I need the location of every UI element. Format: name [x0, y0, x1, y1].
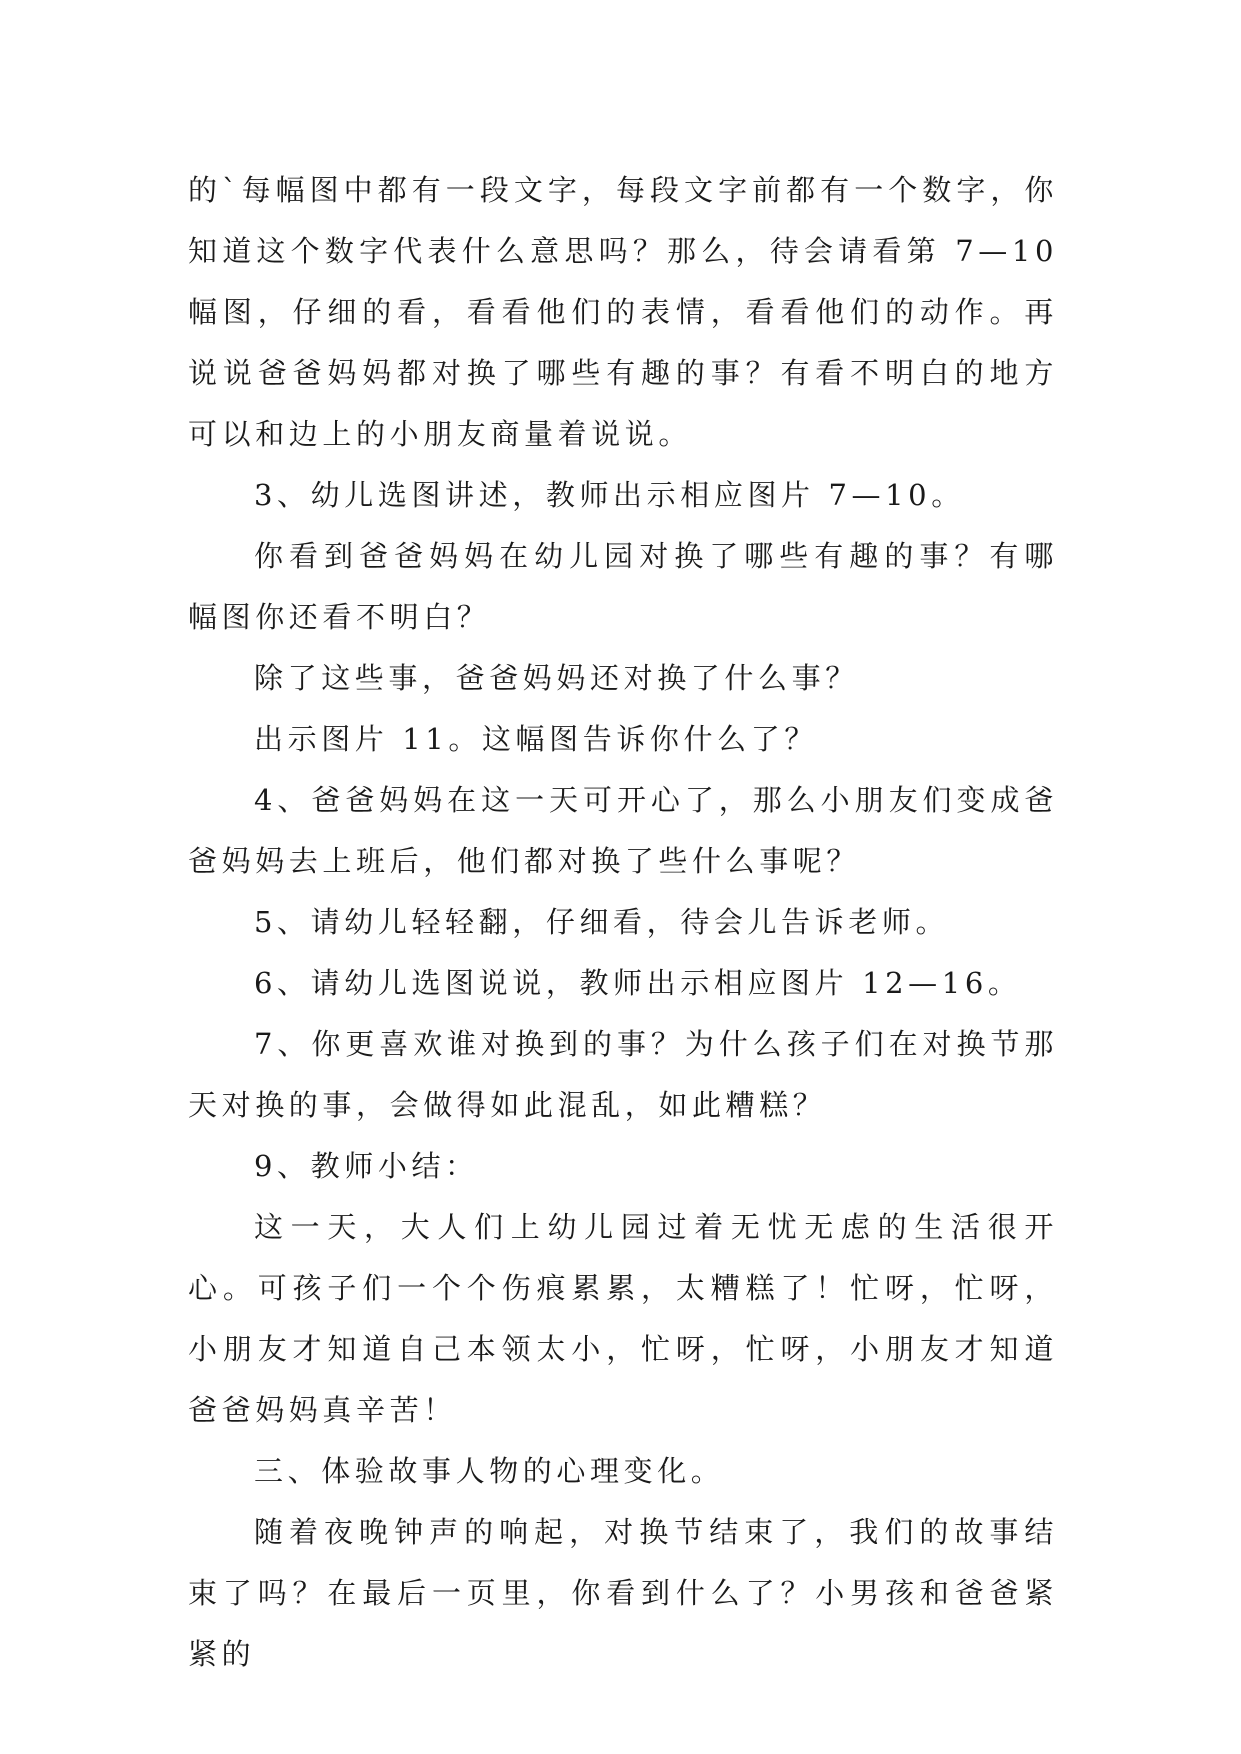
paragraph-10: 9、教师小结： [254, 1149, 479, 1183]
body-text [188, 160, 1058, 1685]
paragraph-5: 出示图片 11。这幅图告诉你什么了？ [254, 722, 818, 756]
paragraph-11: 这一天，大人们上幼儿园过着无忧无虑的生活很开心。可孩子们一个个伤痕累累，太糟糕了！忙呀，忙呀，小朋友才知道自己本领太小，忙呀，忙呀，小朋友才知道爸爸妈妈真辛苦！ [188, 1210, 1058, 1427]
paragraph-8: 6、请幼儿选图说说，教师出示相应图片 12—16。 [254, 966, 1022, 1000]
paragraph-9: 7、你更喜欢谁对换到的事？为什么孩子们在对换节那天对换的事，会做得如此混乱，如此糟糕？ [188, 1027, 1058, 1122]
paragraph-3: 你看到爸爸妈妈在幼儿园对换了哪些有趣的事？有哪幅图你还看不明白？ [188, 539, 1058, 634]
paragraph-1: 的`每幅图中都有一段文字，每段文字前都有一个数字，你知道这个数字代表什么意思吗？那么，待会请看第 7—10 幅图，仔细的看，看看他们的表情，看看他们的动作。再说说爸爸妈妈都对换了哪些有趣的事？有看不明白的地方可以和边上的小朋友商量着说说。 [188, 173, 1058, 451]
paragraph-6: 4、爸爸妈妈在这一天可开心了，那么小朋友们变成爸爸妈妈去上班后，他们都对换了些什么事呢？ [188, 783, 1058, 878]
paragraph-7: 5、请幼儿轻轻翻，仔细看，待会儿告诉老师。 [254, 905, 950, 939]
paragraph-4: 除了这些事，爸爸妈妈还对换了什么事？ [254, 661, 859, 695]
paragraph-2: 3、幼儿选图讲述，教师出示相应图片 7—10。 [254, 478, 965, 512]
paragraph-12: 三、体验故事人物的心理变化。 [254, 1454, 725, 1488]
paragraph-13: 随着夜晚钟声的响起，对换节结束了，我们的故事结束了吗？在最后一页里，你看到什么了？小男孩和爸爸紧紧的 [188, 1515, 1058, 1671]
